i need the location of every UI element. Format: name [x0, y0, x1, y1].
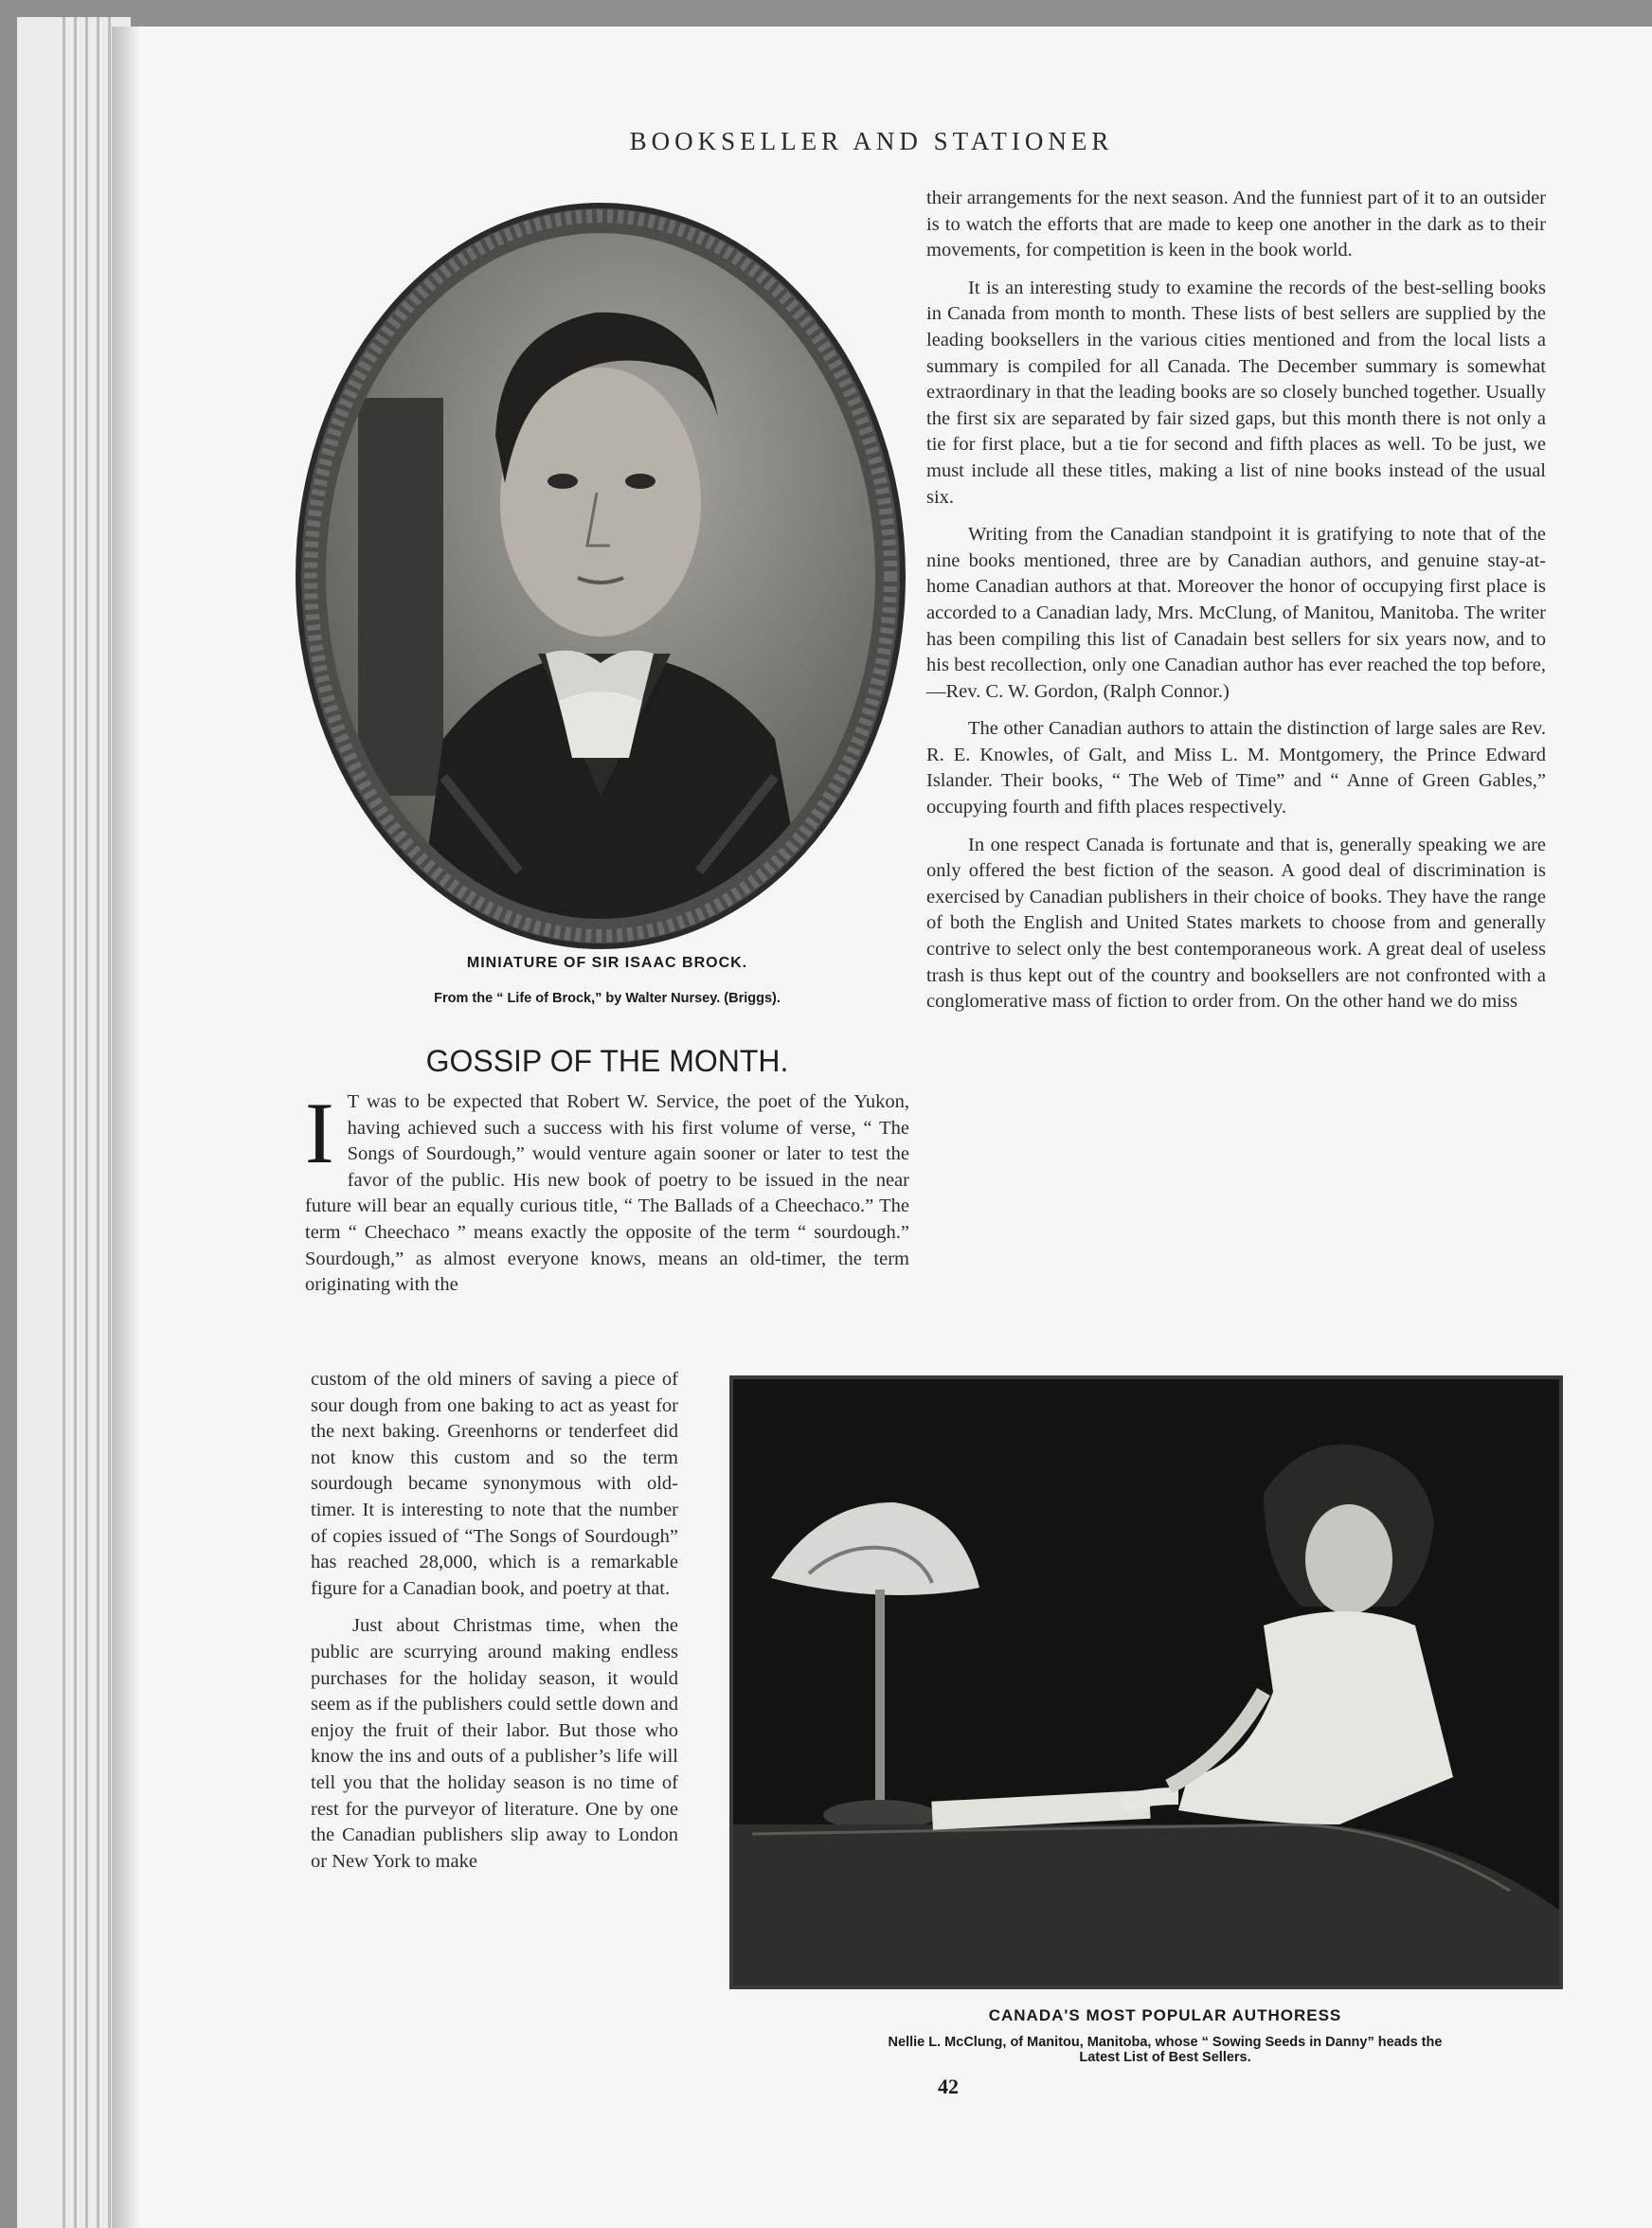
- article-title: GOSSIP OF THE MONTH.: [425, 1044, 789, 1078]
- paragraph-canadian-standpoint: Writing from the Canadian standpoint it is gratifying to note that of the nine books mentioned, three are by Canadian authors, and genuine stay-at-home Canadian authors at that. Moreover the honor of occupying first place is accorded to a Canadian lady, Mrs. McClung, of Manitou, Manitoba. The writer has been compiling this list of Canadain best sellers for six years now, and to his best recollection, only one Canadian author has ever reached the top before,—Rev. C. W. Gordon, (Ralph Connor.): [926, 524, 1546, 702]
- article-lead-paragraph: T was to be expected that Robert W. Service, the poet of the Yukon, having achieved such a success with his first volume of verse, “ The Songs of Sourdough,” would venture again sooner or later to test the favor of the public. His new book of poetry to be issued in the near future will bear an equally curious title, “ The Ballads of a Cheechaco.” The term “ Cheechaco ” means exactly the opposite of the term “ sourdough.” Sourdough,” as almost everyone knows, means an old-timer, the term originating with the: [305, 1091, 909, 1296]
- paragraph-arrangements: their arrangements for the next season. And the funniest part of it to an outsider is to watch the efforts that are made to keep one another in the dark as to their movements, for competition is keen in the book world.: [926, 188, 1546, 261]
- paragraph-christmas: Just about Christmas time, when the public are scurrying around making endless purchases for the holiday season, it would seem as if the publishers could settle down and enjoy the fruit of their labor. But those who know the ins and outs of a publisher’s life will tell you that the holiday season is no time of rest for the purveyor of literature. One by one the Canadian publishers slip away to London or New York to make: [311, 1615, 678, 1872]
- author-photo-image: [733, 1379, 1559, 1985]
- author-photograph: [729, 1375, 1563, 1989]
- author-caption-title: CANADA'S MOST POPULAR AUTHORESS: [988, 2006, 1342, 2024]
- brock-portrait: [301, 208, 900, 943]
- page-number: 42: [938, 2075, 959, 2098]
- paragraph-best-selling: It is an interesting study to examine the records of the best-selling books in Canada from month to month. These lists of best sellers are supplied by the leading booksellers in the various cities mentioned and from the local lists a summary is compiled for all Canada. The December summary is somewhat extraordinary in that the leading books are so closely bunched together. Usually the first six are separated by fair sized gaps, but this month there is not only a tie for first place, but a tie for second and fifth places as well. To be just, we must include all these titles, making a list of nine books instead of the usual six.: [926, 277, 1546, 508]
- article-left-narrow-column: [311, 1367, 678, 1886]
- author-caption-subtitle: Nellie L. McClung, of Manitou, Manitoba, whose “ Sowing Seeds in Danny” heads the Latest List of Best Sellers.: [888, 2035, 1443, 2065]
- brock-caption-subtitle: From the “ Life of Brock,” by Walter Nursey. (Briggs).: [434, 991, 781, 1006]
- brock-caption: [305, 955, 909, 1006]
- paragraph-sourdough: custom of the old miners of saving a piece of sour dough from one baking to act as yeast for the next baking. Greenhorns or tenderfeet did not know this custom and so the term sourdough became synonymous with old-timer. It is interesting to note that the number of copies issued of “The Songs of Sourdough” has reached 28,000, which is a remarkable figure for a Canadian book, and poetry at that.: [311, 1369, 678, 1599]
- brock-portrait-frame: [296, 203, 906, 949]
- article-right-column: [926, 186, 1546, 1027]
- running-header: BOOKSELLER AND STATIONER: [629, 127, 1114, 155]
- author-caption: [853, 2006, 1478, 2065]
- article-lead-column: [305, 1085, 909, 1310]
- drop-cap: I: [305, 1085, 334, 1181]
- page-gutter-shadow: [112, 27, 140, 2228]
- brock-caption-title: MINIATURE OF SIR ISAAC BROCK.: [466, 955, 748, 971]
- paragraph-fortunate: In one respect Canada is fortunate and that is, generally speaking we are only offered the best fiction of the season. A good deal of discrimination is exercised by Canadian publishers in their choice of books. They have the range of both the English and United States markets to choose from and generally contrive to select only the best contemporaneous work. A great deal of useless trash is thus kept out of the country and booksellers are not confronted with a conglomerative mass of fiction to order from. On the other hand we do miss: [926, 834, 1546, 1013]
- paragraph-other-authors: The other Canadian authors to attain the distinction of large sales are Rev. R. E. Knowles, of Galt, and Miss L. M. Montgomery, the Prince Edward Islander. Their books, “ The Web of Time” and “ Anne of Green Gables,” occupying fourth and fifth places respectively.: [926, 718, 1546, 818]
